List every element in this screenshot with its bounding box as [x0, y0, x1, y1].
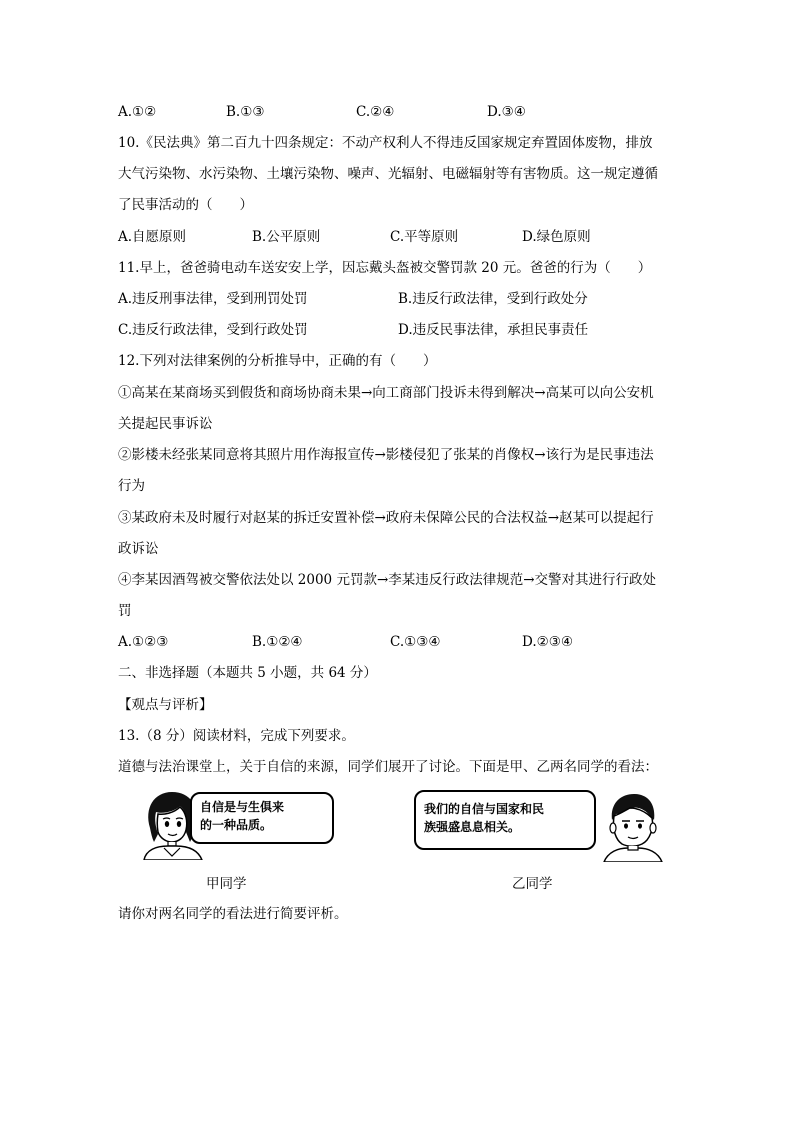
q11-stem: 11.早上，爸爸骑电动车送安安上学，因忘戴头盔被交警罚款 20 元。爸爸的行为（ ）: [118, 260, 652, 276]
student-b-bubble-line-2: 族强盛息息相关。: [424, 820, 521, 834]
q12-option-d: D.②③④: [522, 634, 573, 650]
q11-option-a: A.违反刑事法律，受到刑罚处罚: [118, 291, 308, 307]
q12-option-b: B.①②④: [252, 634, 303, 650]
q12-stem: 12.下列对法律案例的分析推导中，正确的有（ ）: [118, 353, 437, 369]
q9-option-c: C.②④: [356, 104, 395, 120]
q10-option-b: B.公平原则: [252, 229, 321, 245]
q13-stem: 13.（8 分）阅读材料，完成下列要求。: [118, 728, 355, 744]
q12-option-c: C.①③④: [390, 634, 441, 650]
q10-stem-line-3: 了民事活动的（ ）: [118, 197, 253, 213]
q10-option-a: A.自愿原则: [118, 229, 187, 245]
q12-item-4-line-2: 罚: [118, 603, 132, 619]
student-a-caption: 甲同学: [206, 876, 247, 892]
student-b-caption: 乙同学: [512, 876, 553, 892]
q9-option-d: D.③④: [487, 104, 526, 120]
q11-option-d: D.违反民事法律，承担民事责任: [398, 322, 589, 338]
q12-item-1-line-1: ①高某在某商场买到假货和商场协商未果→向工商部门投诉未得到解决→高某可以向公安机: [118, 385, 654, 401]
q13-intro: 道德与法治课堂上，关于自信的来源，同学们展开了讨论。下面是甲、乙两名同学的看法：: [118, 759, 658, 775]
section-heading: 二、非选择题（本题共 5 小题，共 64 分）: [118, 665, 377, 681]
boy-student-illustration: [600, 790, 664, 862]
q12-option-a: A.①②③: [118, 634, 169, 650]
q12-item-3-line-2: 政诉讼: [118, 541, 159, 557]
q12-item-3-line-1: ③某政府未及时履行对赵某的拆迁安置补偿→政府未保障公民的合法权益→赵某可以提起行: [118, 510, 654, 526]
student-b-bubble-line-1: 我们的自信与国家和民: [424, 802, 545, 816]
q12-item-2-line-1: ②影楼未经张某同意将其照片用作海报宣传→影楼侵犯了张某的肖像权→该行为是民事违法: [118, 447, 654, 463]
q13-task: 请你对两名同学的看法进行简要评析。: [118, 906, 348, 922]
q10-option-c: C.平等原则: [390, 229, 459, 245]
subsection-heading: 【观点与评析】: [118, 697, 213, 713]
student-a-bubble-line-1: 自信是与生俱来: [200, 800, 285, 814]
q10-stem-line-1: 10.《民法典》第二百九十四条规定：不动产权利人不得违反国家规定弃置固体废物，排放: [118, 135, 653, 151]
q9-option-b: B.①③: [226, 104, 265, 120]
q12-item-1-line-2: 关提起民事诉讼: [118, 416, 213, 432]
q11-option-b: B.违反行政法律，受到行政处分: [398, 291, 588, 307]
q12-item-4-line-1: ④李某因酒驾被交警依法处以 2000 元罚款→李某违反行政法律规范→交警对其进行行政处: [118, 572, 657, 588]
student-a-bubble-line-2: 的一种品质。: [200, 818, 273, 832]
student-b-speech-bubble: [414, 790, 596, 850]
q12-item-2-line-2: 行为: [118, 478, 145, 494]
q10-stem-line-2: 大气污染物、水污染物、土壤污染物、噪声、光辐射、电磁辐射等有害物质。这一规定遵循: [118, 166, 658, 182]
student-a-speech-bubble: [190, 792, 334, 844]
q11-option-c: C.违反行政法律，受到行政处罚: [118, 322, 308, 338]
q9-option-a: A.①②: [118, 104, 157, 120]
q10-option-d: D.绿色原则: [522, 229, 591, 245]
